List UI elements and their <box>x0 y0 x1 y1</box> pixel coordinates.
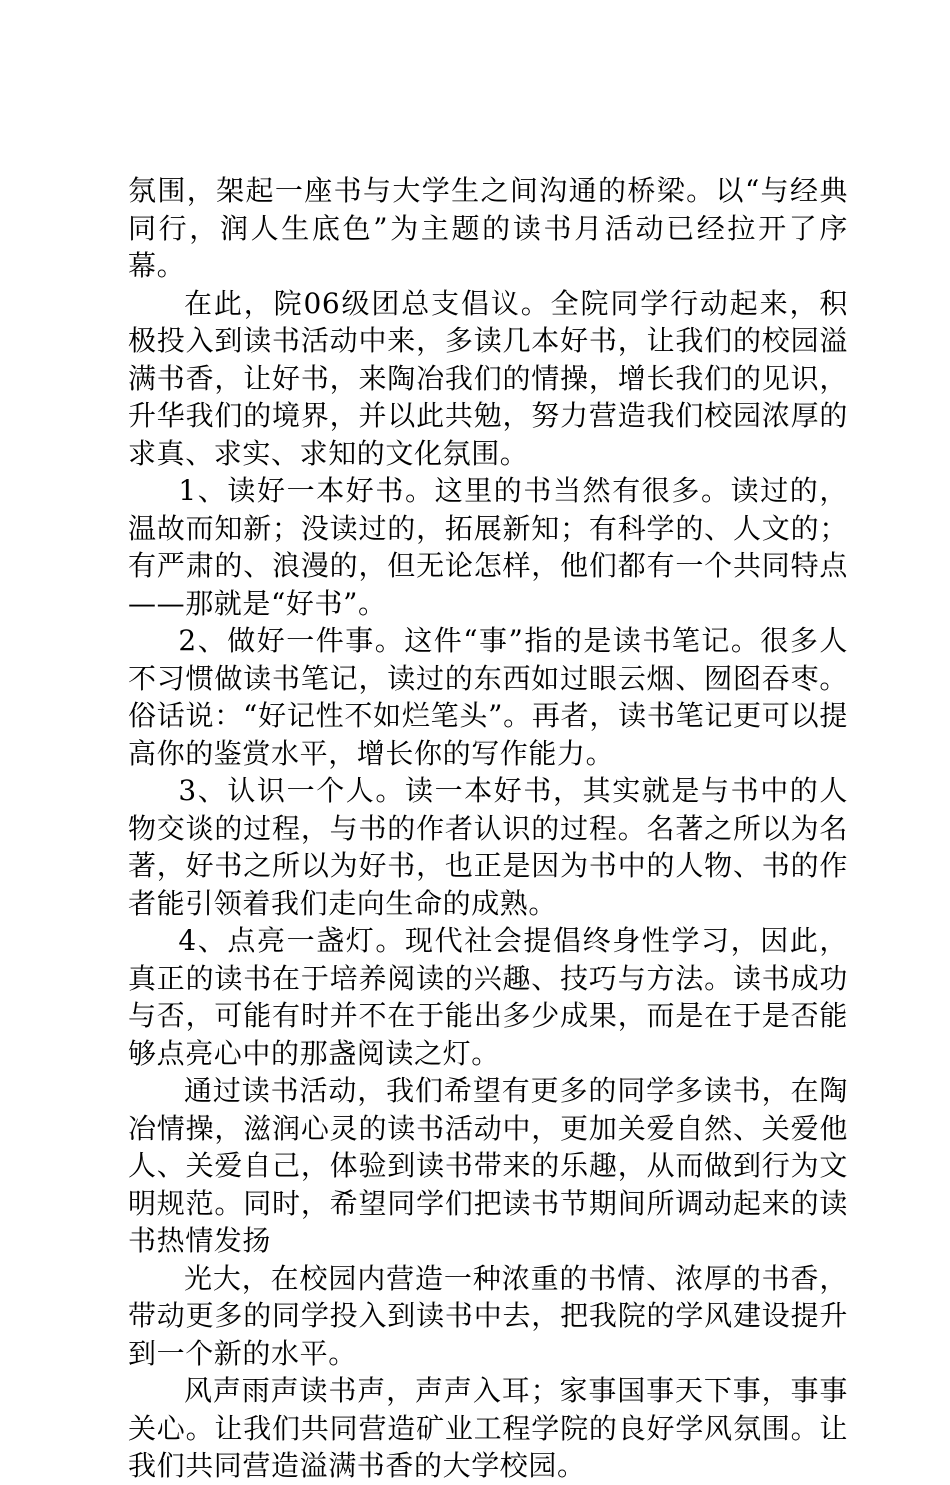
paragraph-item-1: 1、读好一本好书。这里的书当然有很多。读过的，温故而知新；没读过的，拓展新知；有科学的、人文的；有严肃的、浪漫的，但无论怎样，他们都有一个共同特点——那就是“好书”。 <box>128 474 848 620</box>
paragraph-proposal: 在此，院06级团总支倡议。全院同学行动起来，积极投入到读书活动中来，多读几本好书，让我们的校园溢满书香，让好书，来陶冶我们的情操，增长我们的见识，升华我们的境界，并以此共勉，努力营造我们校园浓厚的求真、求实、求知的文化氛围。 <box>128 286 848 470</box>
paragraph-hope: 通过读书活动，我们希望有更多的同学多读书，在陶冶情操，滋润心灵的读书活动中，更加关爱自然、关爱他人、关爱自己，体验到读书带来的乐趣，从而做到行为文明规范。同时，希望同学们把读书节期间所调动起来的读书热情发扬 <box>128 1074 848 1257</box>
paragraph-closing: 风声雨声读书声，声声入耳；家事国事天下事，事事关心。让我们共同营造矿业工程学院的良好学风氛围。让我们共同营造溢满书香的大学校园。 <box>128 1374 848 1482</box>
document-body <box>128 172 848 1485</box>
paragraph-item-2: 2、做好一件事。这件“事”指的是读书笔记。很多人不习惯做读书笔记，读过的东西如过眼云烟、囫囵吞枣。俗话说：“好记性不如烂笔头”。再者，读书笔记更可以提高你的鉴赏水平，增长你的写作能力。 <box>128 624 848 770</box>
paragraph-intro-continuation: 氛围，架起一座书与大学生之间沟通的桥梁。以“与经典同行，润人生底色”为主题的读书月活动已经拉开了序幕。 <box>128 174 848 282</box>
paragraph-hope-continuation: 光大，在校园内营造一种浓重的书情、浓厚的书香，带动更多的同学投入到读书中去，把我院的学风建设提升到一个新的水平。 <box>128 1261 848 1370</box>
paragraph-item-4: 4、点亮一盏灯。现代社会提倡终身性学习，因此，真正的读书在于培养阅读的兴趣、技巧与方法。读书成功与否，可能有时并不在于能出多少成果，而是在于是否能够点亮心中的那盏阅读之灯。 <box>128 924 848 1070</box>
paragraph-item-3: 3、认识一个人。读一本好书，其实就是与书中的人物交谈的过程，与书的作者认识的过程。名著之所以为名著，好书之所以为好书，也正是因为书中的人物、书的作者能引领着我们走向生命的成熟。 <box>128 774 848 920</box>
